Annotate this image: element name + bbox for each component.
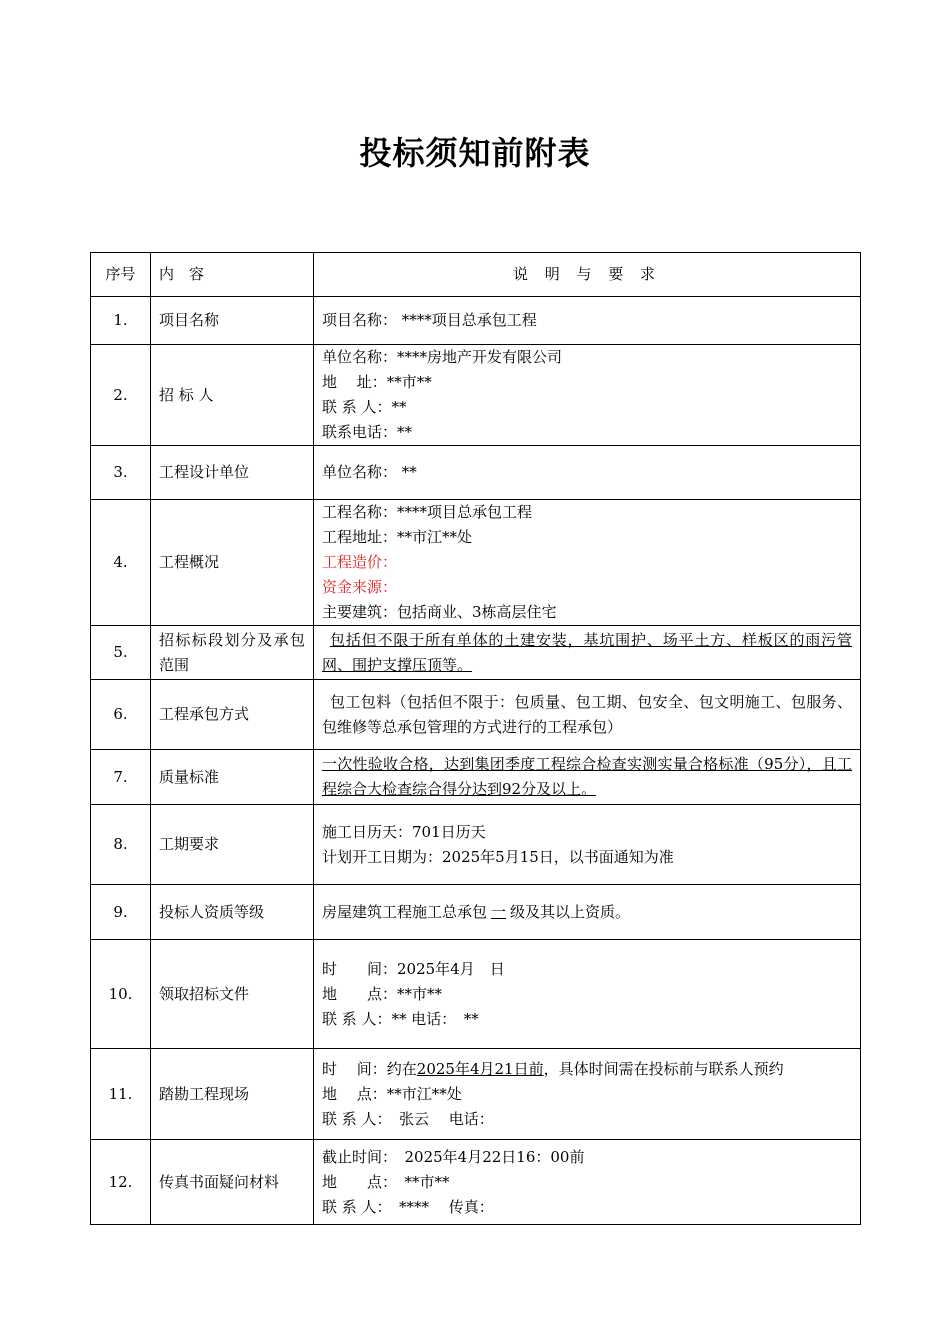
row-item: 投标人资质等级 [151,885,314,940]
row-number: 12. [91,1140,151,1225]
row-number: 8. [91,805,151,885]
cost-line: 工程造价： [322,553,398,571]
row-number: 7. [91,750,151,805]
row-item: 踏勘工程现场 [151,1049,314,1140]
row-item: 招 标 人 [151,345,314,446]
row-item: 领取招标文件 [151,940,314,1049]
desc-text: ，具体时间需在投标前与联系人预约 [543,1059,784,1078]
desc-line: 一次性验收合格，达到集团季度工程综合检查实测实量合格标准（95分），且工程综合大检查综合得分达到92分及以上。 [322,755,852,798]
desc-line: 工程名称：****项目总承包工程 [322,503,533,521]
row-item: 工程概况 [151,500,314,626]
desc-line: 联系电话：** [322,423,413,441]
desc-line: 地 址：**市** [322,373,432,391]
row-desc [314,446,861,500]
row-desc [314,940,861,1049]
table-row [91,805,861,885]
table-row [91,446,861,500]
row-number: 10. [91,940,151,1049]
row-number: 4. [91,500,151,626]
desc-line: 联 系 人：** [322,398,407,416]
desc-line: 计划开工日期为：2025年5月15日，以书面通知为准 [322,847,674,866]
desc-line: 地 点：**市江**处 [322,1084,462,1103]
table-row [91,750,861,805]
desc-text: 房屋建筑工程施工总承包 [322,902,488,921]
desc-line: 包括但不限于所有单体的土建安装，基坑围护、场平土方、样板区的雨污管网、围护支撑压顶等。 [322,630,852,674]
row-number: 1. [91,297,151,345]
desc-line: 包工包料（包括但不限于：包质量、包工期、包安全、包文明施工、包服务、包维修等总承包管理的方式进行的工程承包） [322,692,852,736]
row-desc [314,1049,861,1140]
row-number: 5. [91,626,151,680]
desc-line: 联 系 人：** 电话： ** [322,1009,479,1028]
desc-line: 单位名称：****房地产开发有限公司 [322,348,563,366]
row-number: 11. [91,1049,151,1140]
row-number: 2. [91,345,151,446]
desc-line: 联 系 人： 张云 电话： [322,1109,494,1128]
row-desc [314,500,861,626]
table-row [91,680,861,750]
header-no: 序号 [91,253,151,297]
qualification-grade: 一 [491,902,507,921]
header-desc: 说 明 与 要 求 [314,253,861,297]
desc-line [322,1057,852,1082]
row-desc [314,750,861,805]
row-desc [314,297,861,345]
row-desc [314,1140,861,1225]
table-header-row [91,253,861,297]
desc-text: 级及其以上资质。 [510,902,631,921]
row-item: 传真书面疑问材料 [151,1140,314,1225]
row-desc [314,885,861,940]
table-row [91,885,861,940]
row-desc [314,680,861,750]
desc-line: 地 点：**市** [322,984,443,1003]
desc-line: 地 点： **市** [322,1172,450,1191]
desc-line: 工程地址：**市江**处 [322,528,473,546]
header-item: 内 容 [151,253,314,297]
table-row [91,626,861,680]
desc-line: 时 间：2025年4月 日 [322,959,505,978]
funding-line: 资金来源： [322,578,398,596]
row-item: 工程设计单位 [151,446,314,500]
desc-line: 单位名称： ** [322,463,417,481]
page-title: 投标须知前附表 [359,134,591,172]
row-item: 项目名称 [151,297,314,345]
table-row [91,345,861,446]
table-row [91,500,861,626]
row-number: 9. [91,885,151,940]
desc-line: 截止时间： 2025年4月22日16：00前 [322,1147,585,1166]
row-item: 招标标段划分及承包范围 [151,626,314,680]
desc-line: 主要建筑：包括商业、3栋高层住宅 [322,603,557,621]
table-row [91,1049,861,1140]
table-row [91,1140,861,1225]
requirements-table [90,252,861,1225]
desc-text: 时 间：约在 [322,1059,417,1078]
row-number: 6. [91,680,151,750]
desc-line: 施工日历天：701日历天 [322,822,486,841]
row-number: 3. [91,446,151,500]
desc-line: 联 系 人： **** 传真： [322,1197,494,1216]
row-desc [314,805,861,885]
table-row [91,940,861,1049]
row-item: 工期要求 [151,805,314,885]
row-item: 质量标准 [151,750,314,805]
visit-date: 2025年4月21日前 [416,1059,544,1078]
desc-line: 项目名称： ****项目总承包工程 [322,311,537,329]
row-item: 工程承包方式 [151,680,314,750]
row-desc [314,345,861,446]
table-row [91,297,861,345]
row-desc [314,626,861,680]
